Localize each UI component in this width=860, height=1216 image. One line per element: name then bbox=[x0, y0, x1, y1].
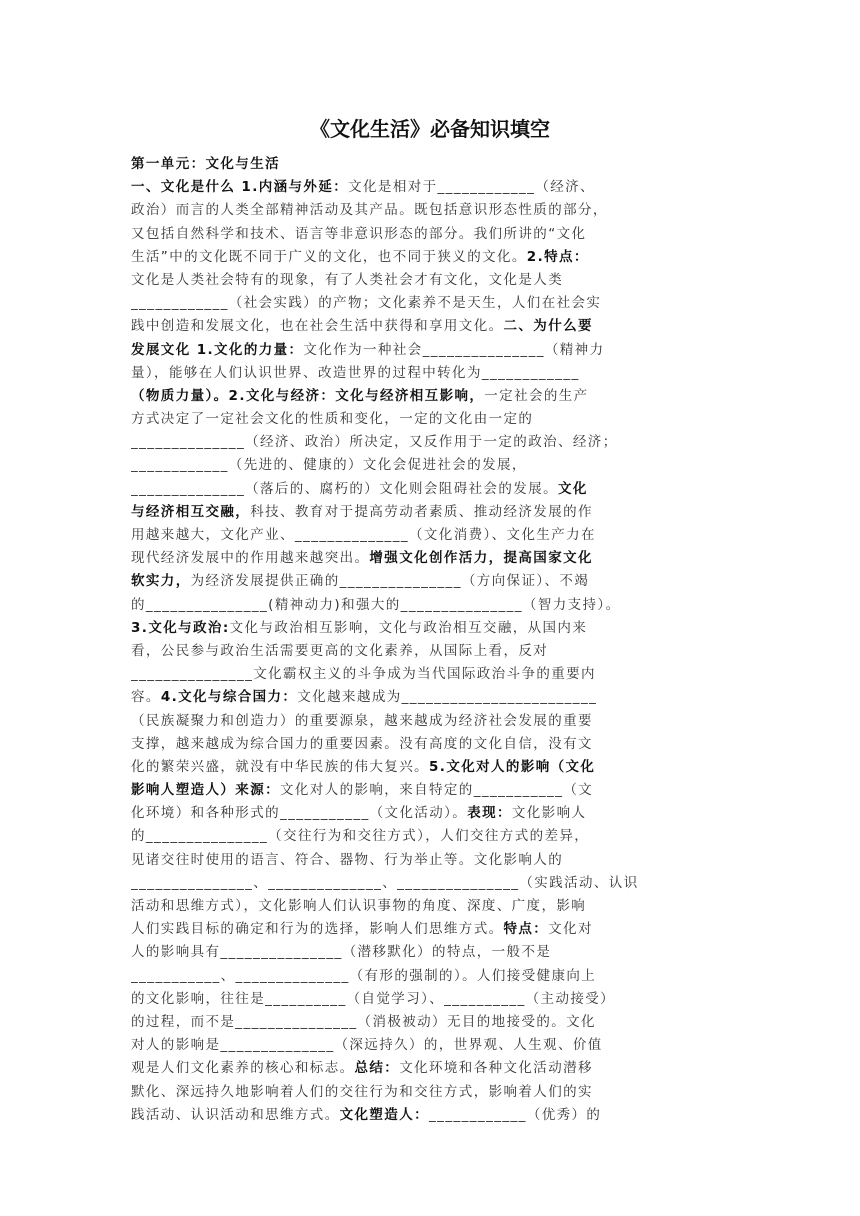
bold-text-segment: 影响人塑造人）来源： bbox=[131, 782, 280, 799]
text-line bbox=[131, 594, 727, 617]
text-segment: 的_______________（交往行为和交往方式），人们交往方式的差异， bbox=[131, 828, 590, 845]
bold-text-segment: 文化 bbox=[558, 480, 588, 497]
text-segment: ____________（社会实践）的产物；文化素养不是天生，人们在社会实 bbox=[131, 295, 602, 312]
text-segment: 看，公民参与政治生活需要更高的文化素养，从国际上看，反对 bbox=[131, 642, 549, 659]
bold-text-segment: 软实力， bbox=[131, 573, 191, 590]
text-segment: _______________、______________、_______________（实践活动、认识 bbox=[131, 874, 639, 891]
text-segment: 践活动、认识活动和思维方式。 bbox=[131, 1106, 340, 1123]
text-segment: 文化是人类社会特有的现象，有了人类社会才有文化，文化是人类 bbox=[131, 271, 564, 288]
text-line bbox=[131, 153, 727, 176]
text-segment: 文化对 bbox=[548, 921, 593, 938]
text-line bbox=[131, 663, 727, 686]
bold-text-segment: 3.文化与政治: bbox=[131, 619, 230, 636]
text-segment: ____________（优秀）的 bbox=[429, 1106, 602, 1123]
text-segment: 默化、深远持久地影响着人们的交往行为和交往方式，影响着人们的实 bbox=[131, 1083, 593, 1100]
text-segment: 观是人们文化素养的核心和标志。 bbox=[131, 1060, 355, 1077]
text-line bbox=[131, 895, 727, 918]
text-line bbox=[131, 756, 727, 779]
text-line bbox=[131, 710, 727, 733]
text-segment: 一定社会的生产 bbox=[484, 387, 589, 404]
text-line bbox=[131, 1057, 727, 1080]
text-line bbox=[131, 223, 727, 246]
text-segment: 见诸交往时使用的语言、符合、器物、行为举止等。文化影响人的 bbox=[131, 851, 564, 868]
text-segment: 文化与政治相互影响，文化与政治相互交融，从国内来 bbox=[229, 619, 588, 636]
text-line bbox=[131, 292, 727, 315]
text-segment: 化的繁荣兴盛，就没有中华民族的伟大复兴。 bbox=[131, 758, 429, 775]
text-segment: （民族凝聚力和创造力）的重要源泉，越来越成为经济社会发展的重要 bbox=[131, 712, 593, 729]
text-segment: ______________（经济、政治）所决定，又反作用于一定的政治、经济； bbox=[131, 434, 618, 451]
text-segment: 量），能够在人们认识世界、改造世界的过程中转化为____________ bbox=[131, 364, 580, 381]
text-line bbox=[131, 849, 727, 872]
document-body bbox=[131, 153, 727, 1127]
text-line bbox=[131, 199, 727, 222]
text-segment: 科技、教育对于提高劳动者素质、推动经济发展的作 bbox=[250, 503, 593, 520]
text-line bbox=[131, 918, 727, 941]
bold-text-segment: 特点： bbox=[503, 921, 549, 938]
bold-text-segment: 第一单元：文化与生活 bbox=[131, 156, 280, 172]
text-line bbox=[131, 408, 727, 431]
bold-text-segment: 二、为什么要 bbox=[503, 318, 593, 335]
text-line bbox=[131, 385, 727, 408]
bold-text-segment: 增强文化创作活力，提高国家文化 bbox=[369, 550, 593, 567]
bold-text-segment: 表现： bbox=[467, 805, 512, 822]
text-segment: 文化作为一种社会_______________（精神力 bbox=[303, 341, 605, 358]
text-line bbox=[131, 454, 727, 477]
text-segment: 为经济发展提供正确的_______________（方向保证）、不竭 bbox=[190, 573, 590, 590]
text-segment: 践中创造和发展文化，也在社会生活中获得和享用文化。 bbox=[131, 318, 504, 335]
text-segment: 文化对人的影响，来自特定的___________（文 bbox=[280, 782, 594, 799]
text-line bbox=[131, 1081, 727, 1104]
text-segment: 人们实践目标的确定和行为的选择，影响人们思维方式。 bbox=[131, 921, 504, 938]
text-line bbox=[131, 617, 727, 640]
text-segment: 化环境）和各种形式的___________（文化活动）。 bbox=[131, 805, 468, 822]
bold-text-segment: 4.文化与综合国力： bbox=[160, 689, 298, 706]
text-segment: 对人的影响是______________（深远持久）的，世界观、人生观、价值 bbox=[131, 1037, 603, 1054]
text-segment: 文化越来越成为________________________ bbox=[297, 689, 598, 706]
text-segment: ___________、______________（有形的强制的）。人们接受健康向上 bbox=[131, 967, 597, 984]
text-line bbox=[131, 640, 727, 663]
text-line bbox=[131, 246, 727, 269]
text-segment: 的文化影响，往往是__________（自觉学习）、__________（主动接受） bbox=[131, 990, 616, 1007]
text-line bbox=[131, 362, 727, 385]
text-line bbox=[131, 779, 727, 802]
document-title: 《文化生活》必备知识填空 bbox=[310, 117, 550, 141]
text-line bbox=[131, 965, 727, 988]
text-segment: 容。 bbox=[131, 689, 161, 706]
bold-text-segment: 文化塑造人： bbox=[339, 1106, 430, 1123]
text-segment: ____________（先进的、健康的）文化会促进社会的发展， bbox=[131, 457, 527, 474]
bold-text-segment: 总结： bbox=[354, 1060, 400, 1077]
text-segment: 文化影响人 bbox=[511, 805, 587, 822]
bold-text-segment: （物质力量）。2.文化与经济：文化与经济相互影响， bbox=[131, 387, 485, 404]
text-line bbox=[131, 570, 727, 593]
text-segment: 的_______________(精神动力)和强大的_______________（智力支持）。 bbox=[131, 596, 621, 613]
text-line bbox=[131, 547, 727, 570]
text-line bbox=[131, 988, 727, 1011]
text-segment: 又包括自然科学和技术、语言等非意识形态的部分。我们所讲的“文化 bbox=[131, 225, 587, 242]
text-segment: 文化环境和各种文化活动潜移 bbox=[399, 1060, 593, 1077]
text-segment: 支撑，越来越成为综合国力的重要因素。没有高度的文化自信，没有文 bbox=[131, 735, 593, 752]
text-line bbox=[131, 501, 727, 524]
text-line bbox=[131, 339, 727, 362]
text-segment: 文化是相对于____________（经济、 bbox=[348, 179, 595, 196]
text-line bbox=[131, 315, 727, 338]
bold-text-segment: 一、文化是什么 1.内涵与外延： bbox=[131, 179, 349, 196]
text-line bbox=[131, 478, 727, 501]
bold-text-segment: 与经济相互交融， bbox=[131, 503, 251, 520]
text-line bbox=[131, 733, 727, 756]
text-segment: ______________（落后的、腐朽的）文化则会阻碍社会的发展。 bbox=[131, 480, 558, 497]
text-line bbox=[131, 872, 727, 895]
text-segment: 现代经济发展中的作用越来越突出。 bbox=[131, 550, 370, 567]
text-segment: 政治）而言的人类全部精神活动及其产品。既包括意识形态性质的部分， bbox=[131, 202, 608, 219]
text-segment: 的过程，而不是_______________（消极被动）无目的地接受的。文化 bbox=[131, 1013, 596, 1030]
text-line bbox=[131, 1104, 727, 1127]
text-line bbox=[131, 686, 727, 709]
bold-text-segment: 2.特点： bbox=[526, 248, 589, 265]
text-line bbox=[131, 825, 727, 848]
text-segment: 方式决定了一定社会文化的性质和变化，一定的文化由一定的 bbox=[131, 411, 534, 428]
bold-text-segment: 发展文化 1.文化的力量： bbox=[131, 341, 304, 358]
text-line bbox=[131, 431, 727, 454]
text-line bbox=[131, 176, 727, 199]
bold-text-segment: 5.文化对人的影响（文化 bbox=[429, 758, 596, 775]
text-line bbox=[131, 524, 727, 547]
text-line bbox=[131, 269, 727, 292]
text-segment: _______________文化霸权主义的斗争成为当代国际政治斗争的重要内 bbox=[131, 666, 596, 683]
text-line bbox=[131, 941, 727, 964]
text-line bbox=[131, 1034, 727, 1057]
text-line bbox=[131, 1011, 727, 1034]
text-segment: 人的影响具有_______________（潜移默化）的特点，一般不是 bbox=[131, 944, 552, 961]
text-line bbox=[131, 802, 727, 825]
text-segment: 生活”中的文化既不同于广义的文化，也不同于狭义的文化。 bbox=[131, 248, 527, 265]
text-segment: 用越来越大，文化产业、______________（文化消费）、文化生产力在 bbox=[131, 527, 596, 543]
text-segment: 活动和思维方式），文化影响人们认识事物的角度、深度、广度，影响 bbox=[131, 898, 587, 914]
